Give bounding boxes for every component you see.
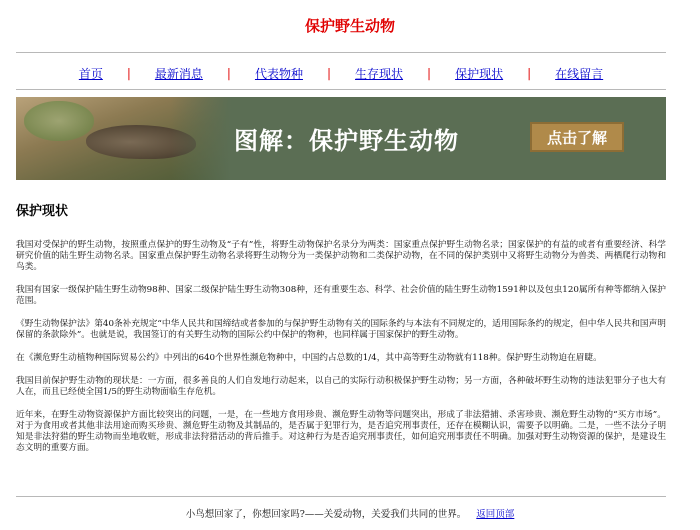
foliage-shape xyxy=(24,101,94,141)
nav-separator: | xyxy=(126,66,131,80)
nav-divider xyxy=(16,89,666,90)
main-nav xyxy=(16,64,666,82)
nav-guestbook[interactable]: 在线留言 xyxy=(555,66,604,81)
nav-separator: | xyxy=(326,66,332,80)
paragraph-1: 我国对受保护的野生动物，按照重点保护的野生动物及“子有”性，将野生动物保护名录分为两类：国家重点保护野生动物名录；国家保护的有益的或者有重要经济、科学研究价值的陆生野生动物名录。国家重点保护野生动物名录将野生动物分为一类保护动物和二类保护动物，在不同的保护类别中又将野生动物分为兽类、两栖爬行动物和鸟类。 xyxy=(16,240,666,272)
nav-survival-status[interactable]: 生存现状 xyxy=(355,66,404,81)
paragraph-6: 近年来，在野生动物资源保护方面比较突出的问题，一是，在一些地方食用珍贵、濒危野生动物等问题突出，形成了非法猎捕、杀害珍贵、濒危野生动物的“买方市场”。对于为食用或者其他非法用途而购买珍贵、濒危野生动物及其制品的，是否属于犯罪行为，是否追究刑事责任，还存在模糊认识，需要予以明确。二是，一些不法分子明知是非法狩猎的野生动物而坐地收赃，形成非法狩猎活动的背后推手。对这种行为是否追究刑事责任，如何追究刑事责任不明确。加强对野生动物资源的保护，是建设生态文明的重要方面。 xyxy=(16,410,666,453)
article-body xyxy=(16,240,666,466)
pangolin-photo xyxy=(16,97,231,180)
nav-separator: | xyxy=(527,66,532,80)
section-heading: 保护现状 xyxy=(16,204,69,219)
back-to-top-link[interactable]: 返回顶部 xyxy=(476,509,515,520)
footer-divider xyxy=(16,496,666,497)
paragraph-2: 我国有国家一级保护陆生野生动物98种、国家二级保护陆生野生动物308种，还有重要生态、科学、社会价值的陆生野生动物1591种以及包虫120属所有种等都纳入保护范围。 xyxy=(16,285,666,306)
footer xyxy=(0,506,700,520)
nav-protection-status[interactable]: 保护现状 xyxy=(455,66,504,81)
nav-species[interactable]: 代表物种 xyxy=(254,66,303,81)
paragraph-5: 我国目前保护野生动物的现状是：一方面，很多善良的人们自发地行动起来，以自己的实际行动积极保护野生动物；另一方面，各种破坏野生动物的违法犯罪分子也大有人在，而且已经使全国1/5的野生动物面临生存危机。 xyxy=(16,376,666,397)
top-divider xyxy=(16,52,666,53)
paragraph-4: 在《濒危野生动植物种国际贸易公约》中列出的640个世界性濒危物种中，中国约占总数的1/4，其中高等野生动物就有118种。保护野生动物迫在眉睫。 xyxy=(16,353,602,363)
nav-latest-news[interactable]: 最新消息 xyxy=(154,66,203,81)
learn-more-button[interactable]: 点击了解 xyxy=(530,122,624,152)
banner-heading: 图解：保护野生动物 xyxy=(234,127,459,155)
photo-fade xyxy=(171,97,231,180)
site-title: 保护野生动物 xyxy=(304,17,395,35)
footer-text: 小鸟想回家了，你想回家吗?——关爱动物，关爱我们共同的世界。 xyxy=(185,509,467,520)
nav-separator: | xyxy=(226,66,231,80)
banner[interactable] xyxy=(16,97,666,180)
nav-separator: | xyxy=(427,66,432,80)
nav-home[interactable]: 首页 xyxy=(78,66,103,81)
paragraph-3: 《野生动物保护法》第40条补充规定“中华人民共和国缔结或者参加的与保护野生动物有关的国际条约与本法有不同规定的，适用国际条约的规定，但中华人民共和国声明保留的条款除外”。也就是说，我国签订的有关野生动物的国际公约中保护的物种，也同样属于国家保护的野生动物。 xyxy=(16,319,666,340)
